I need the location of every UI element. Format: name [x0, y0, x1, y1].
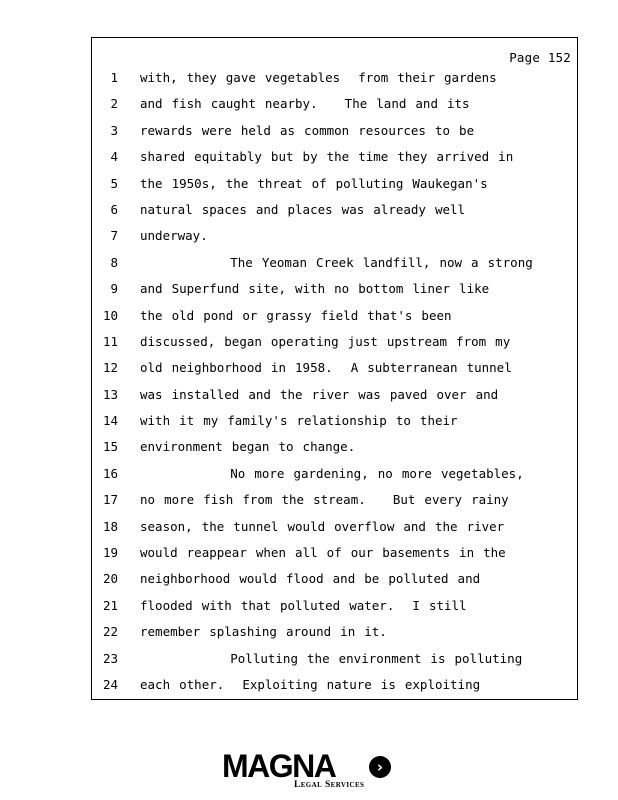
transcript-line	[92, 229, 577, 255]
line-text: shared equitably but by the time they arrived in	[140, 149, 514, 165]
line-number: 7	[110, 228, 118, 244]
line-number: 14	[102, 413, 118, 429]
line-number: 19	[102, 545, 118, 561]
line-number: 23	[102, 650, 118, 666]
transcript-line	[92, 124, 577, 150]
transcript-line	[92, 282, 577, 308]
transcript-line	[92, 335, 577, 361]
line-number: 10	[102, 307, 118, 323]
line-number: 5	[110, 175, 118, 191]
line-text: no more fish from the stream. But every rainy	[140, 492, 509, 508]
transcript-line	[92, 177, 577, 203]
line-text: and fish caught nearby. The land and its	[140, 96, 470, 112]
line-number: 16	[102, 465, 118, 481]
line-text: with, they gave vegetables from their gardens	[140, 70, 497, 85]
transcript-line	[92, 414, 577, 440]
line-text: season, the tunnel would overflow and the river	[140, 518, 505, 534]
logo-wordmark: MAGNA	[222, 748, 336, 784]
line-number: 6	[110, 201, 118, 217]
transcript-line	[92, 309, 577, 335]
line-number: 12	[102, 360, 118, 376]
line-number: 4	[110, 149, 118, 165]
line-number: 9	[110, 281, 118, 297]
transcript-line	[92, 256, 577, 282]
transcript-line	[92, 203, 577, 229]
transcript-line	[92, 599, 577, 625]
line-text: Polluting the environment is polluting	[140, 650, 523, 666]
line-number: 2	[110, 96, 118, 112]
line-number: 13	[102, 386, 118, 402]
line-text: discussed, began operating just upstream from my	[140, 333, 511, 349]
transcript-line	[92, 467, 577, 493]
line-text: with it my family's relationship to their	[140, 413, 458, 429]
line-text: each other. Exploiting nature is exploiting	[140, 676, 481, 692]
line-number: 15	[102, 439, 118, 455]
line-number: 24	[102, 676, 118, 692]
line-number: 18	[102, 518, 118, 534]
line-number: 3	[110, 122, 118, 138]
line-text: underway.	[140, 228, 208, 244]
transcript-line	[92, 625, 577, 651]
transcript-line	[92, 678, 577, 704]
line-number: 21	[102, 597, 118, 613]
line-number: 11	[102, 333, 118, 349]
transcript-page	[91, 37, 578, 700]
transcript-line	[92, 572, 577, 598]
transcript-line	[92, 71, 577, 97]
line-text: The Yeoman Creek landfill, now a strong	[140, 254, 533, 270]
transcript-line	[92, 388, 577, 414]
line-number: 17	[102, 492, 118, 508]
line-text: the 1950s, the threat of polluting Waukegan's	[140, 175, 488, 191]
line-text: would reappear when all of our basements in the	[140, 545, 506, 561]
line-text: old neighborhood in 1958. A subterranean tunnel	[140, 360, 512, 376]
line-text: and Superfund site, with no bottom liner like	[140, 281, 490, 297]
transcript-line	[92, 440, 577, 466]
line-number: 22	[102, 624, 118, 640]
line-text: the old pond or grassy field that's been	[140, 307, 452, 323]
line-text: remember splashing around in it.	[140, 624, 387, 640]
page-number: Page 152	[509, 50, 571, 65]
arrow-circle-icon: ›	[369, 756, 391, 778]
line-text: neighborhood would flood and be polluted and	[140, 571, 481, 587]
logo-tagline: Legal Services	[294, 780, 365, 790]
line-text: was installed and the river was paved over and	[140, 386, 499, 402]
line-text: environment began to change.	[140, 439, 356, 455]
transcript-line	[92, 546, 577, 572]
magna-logo	[222, 750, 397, 794]
transcript-line	[92, 150, 577, 176]
line-number: 20	[102, 571, 118, 587]
transcript-lines	[92, 71, 577, 704]
transcript-line	[92, 493, 577, 519]
line-text: flooded with that polluted water. I still	[140, 597, 467, 613]
transcript-line	[92, 97, 577, 123]
line-text: natural spaces and places was already well	[140, 201, 466, 217]
line-text: No more gardening, no more vegetables,	[140, 465, 524, 481]
line-number: 8	[110, 254, 118, 270]
line-text: rewards were held as common resources to be	[140, 122, 475, 138]
transcript-line	[92, 520, 577, 546]
line-number: 1	[110, 70, 118, 85]
transcript-line	[92, 652, 577, 678]
transcript-line	[92, 361, 577, 387]
